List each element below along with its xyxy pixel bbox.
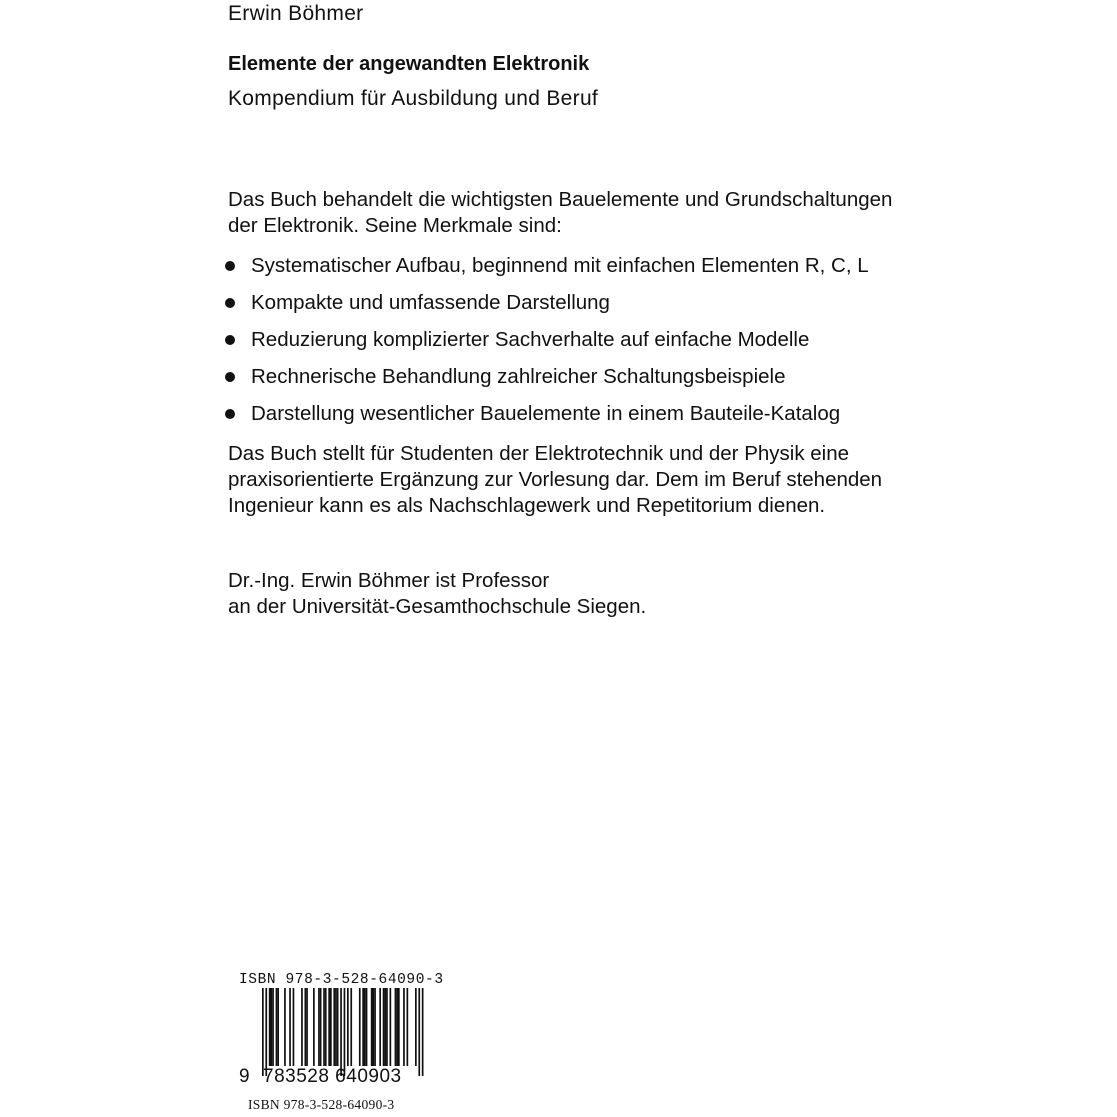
feature-item	[224, 253, 1024, 290]
barcode-bar	[418, 988, 420, 1076]
description-line-3: Ingenieur kann es als Nachschlagewerk und Repetitorium dienen.	[228, 494, 826, 517]
barcode-bar	[350, 988, 352, 1066]
barcode-bar	[318, 988, 320, 1066]
barcode-bar	[330, 988, 332, 1066]
barcode-bar	[335, 988, 337, 1066]
bullet-icon	[225, 261, 235, 271]
barcode-bar	[379, 988, 381, 1066]
barcode-bar	[422, 988, 424, 1076]
bullet-icon	[225, 298, 235, 308]
feature-item	[224, 327, 1024, 364]
barcode-bar	[390, 988, 392, 1066]
bullet-icon	[225, 372, 235, 382]
intro-paragraph	[228, 187, 988, 239]
author-bio	[228, 568, 928, 620]
barcode-first-digit: 9	[239, 1066, 251, 1087]
barcode-bar	[289, 988, 291, 1066]
description-line-1: Das Buch stellt für Studenten der Elektrotechnik und der Physik eine	[228, 442, 850, 465]
bullet-icon	[225, 335, 235, 345]
barcode-bar	[313, 988, 315, 1066]
barcode-bar	[340, 988, 342, 1076]
barcode-bar	[384, 988, 386, 1066]
barcode-digits	[239, 1066, 402, 1088]
description-paragraph	[228, 441, 1028, 519]
barcode-bar	[373, 988, 375, 1066]
barcode-bar	[371, 988, 373, 1066]
barcode-bar	[383, 988, 385, 1066]
feature-text: Kompakte und umfassende Darstellung	[251, 291, 610, 314]
barcode-bar	[328, 988, 330, 1066]
isbn-label-top: ISBN 978-3-528-64090-3	[239, 972, 444, 988]
description-line-2: praxisorientierte Ergänzung zur Vorlesung dar. Dem im Beruf stehenden	[228, 468, 883, 491]
barcode-bar	[305, 988, 307, 1066]
barcode-bar	[269, 988, 271, 1066]
feature-text: Reduzierung komplizierter Sachverhalte auf einfache Modelle	[251, 328, 810, 351]
barcode-bar	[407, 988, 409, 1066]
isbn-label-bottom: ISBN 978-3-528-64090-3	[248, 1097, 395, 1112]
barcode-bar	[272, 988, 274, 1066]
feature-list	[224, 253, 1024, 438]
barcode-bar	[364, 988, 366, 1066]
intro-line-1: Das Buch behandelt die wichtigsten Bauelemente und Grundschaltungen	[228, 188, 893, 211]
barcode-bar	[366, 988, 368, 1066]
bio-line-1: Dr.-Ing. Erwin Böhmer ist Professor	[228, 569, 550, 592]
barcode-bar	[403, 988, 405, 1066]
barcode-bar	[359, 988, 361, 1066]
barcode-bar	[323, 988, 325, 1066]
feature-text: Systematischer Aufbau, beginnend mit einfachen Elementen R, C, L	[251, 254, 869, 277]
barcode	[238, 988, 434, 1076]
intro-line-2: der Elektronik. Seine Merkmale sind:	[228, 214, 562, 237]
barcode-bar	[362, 988, 364, 1066]
barcode-bar	[276, 988, 278, 1066]
barcode-bar	[347, 988, 349, 1066]
barcode-bar	[415, 988, 417, 1066]
feature-item	[224, 401, 1024, 438]
feature-item	[224, 364, 1024, 401]
barcode-bar	[325, 988, 327, 1066]
barcode-bar	[284, 988, 286, 1066]
barcode-bar	[337, 988, 339, 1066]
feature-item	[224, 290, 1024, 327]
bullet-icon	[225, 409, 235, 419]
barcode-bar	[301, 988, 303, 1066]
feature-text: Rechnerische Behandlung zahlreicher Schaltungsbeispiele	[251, 365, 786, 388]
feature-text: Darstellung wesentlicher Bauelemente in einem Bauteile-Katalog	[251, 402, 841, 425]
barcode-bar	[320, 988, 322, 1066]
barcode-bar	[344, 988, 346, 1076]
barcode-bar	[277, 988, 279, 1066]
barcode-bar	[396, 988, 398, 1066]
barcode-bar	[395, 988, 397, 1066]
barcode-bar	[293, 988, 295, 1066]
barcode-bar	[398, 988, 400, 1066]
bio-line-2: an der Universität-Gesamthochschule Siegen.	[228, 595, 647, 618]
barcode-bar	[271, 988, 273, 1066]
barcode-bar	[386, 988, 388, 1066]
barcode-bars	[238, 988, 434, 1076]
barcode-bar	[306, 988, 308, 1066]
barcode-bar	[265, 988, 267, 1076]
barcode-bar	[262, 988, 264, 1076]
author-name: Erwin Böhmer	[228, 2, 364, 25]
book-subtitle: Kompendium für Ausbildung und Beruf	[228, 87, 599, 110]
barcode-number: 783528 640903	[263, 1066, 402, 1087]
book-title: Elemente der angewandten Elektronik	[228, 53, 590, 75]
barcode-bar	[374, 988, 376, 1066]
barcode-bar	[333, 988, 335, 1066]
